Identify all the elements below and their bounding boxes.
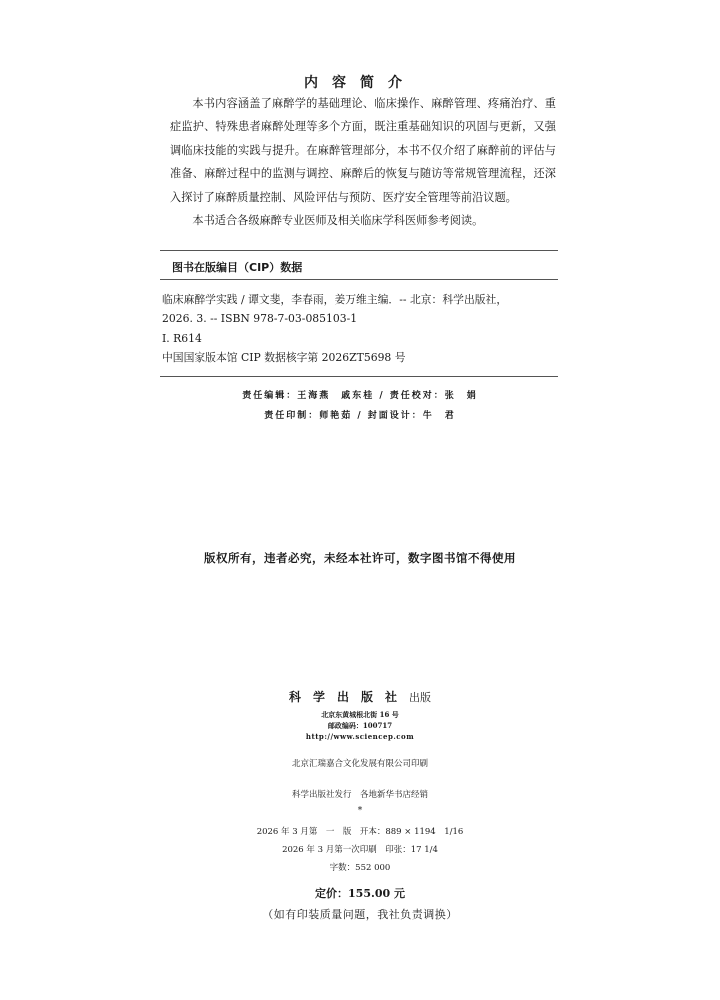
intro-title: 内容简介 (304, 75, 416, 91)
cip-line-title: 临床麻醉学实践 / 谭文斐，李春雨，姜万维主编．-- 北京：科学出版社， (162, 293, 508, 306)
cip-heading-rule (160, 279, 558, 280)
copyright-notice: 版权所有，违者必究，未经本社许可，数字图书馆不得使用 (204, 551, 516, 565)
quality-note: （如有印装质量问题，我社负责调换） (262, 908, 458, 921)
cip-top-rule (160, 250, 558, 251)
impression-line: 2026 年 3 月第一次印刷 印张：17 1/4 (282, 845, 438, 855)
publisher-name: 科学出版社 (288, 690, 409, 704)
credits-line-1: 责任编辑：王海燕 戚东桂 / 责任校对：张 娟 (242, 391, 478, 401)
intro-body (170, 92, 556, 232)
cip-line-classification: Ⅰ. R614 (162, 331, 202, 345)
price-line: 定价：155.00 元 (315, 887, 405, 900)
publisher-line (0, 688, 720, 705)
distribution-line: 科学出版社发行 各地新华书店经销 (291, 790, 428, 800)
cip-bottom-rule (160, 376, 558, 377)
publisher-suffix: 出版 (409, 691, 431, 704)
publisher-postcode: 邮政编码：100717 (327, 721, 393, 730)
intro-paragraph-1: 本书内容涵盖了麻醉学的基础理论、临床操作、麻醉管理、疼痛治疗、重症监护、特殊患者麻醉处理等多个方面，既注重基础知识的巩固与更新，又强调临床技能的实践与提升。在麻醉管理部分，本书不仅介绍了麻醉前的评估与准备、麻醉过程中的监测与调控、麻醉后的恢复与随访等常规管理流程，还深入探讨了麻醉质量控制、风险评估与预防、医疗安全管理等前沿议题。 (170, 97, 556, 204)
cip-heading: 图书在版编目（CIP）数据 (172, 261, 303, 274)
edition-line: 2026 年 3 月第 一 版 开本：889 × 1194 1/16 (256, 827, 464, 837)
cip-data-block (160, 290, 558, 368)
separator-star: * (357, 806, 363, 816)
credits-line-2: 责任印制：师艳茹 / 封面设计：牛 君 (264, 411, 456, 421)
cip-line-isbn: 2026. 3. -- ISBN 978-7-03-085103-1 (162, 312, 358, 326)
word-count-line: 字数：552 000 (329, 863, 391, 873)
publisher-address: 北京东黄城根北街 16 号 (321, 710, 399, 719)
cip-line-record-number: 中国国家版本馆 CIP 数据核字第 2026ZT5698 号 (162, 351, 406, 365)
editor-credits (0, 386, 720, 426)
intro-paragraph-2: 本书适合各级麻醉专业医师及相关临床学科医师参考阅读。 (192, 214, 484, 228)
publisher-url: http://www.sciencep.com (305, 732, 415, 741)
printer-line: 北京汇瑞嘉合文化发展有限公司印刷 (291, 759, 428, 769)
